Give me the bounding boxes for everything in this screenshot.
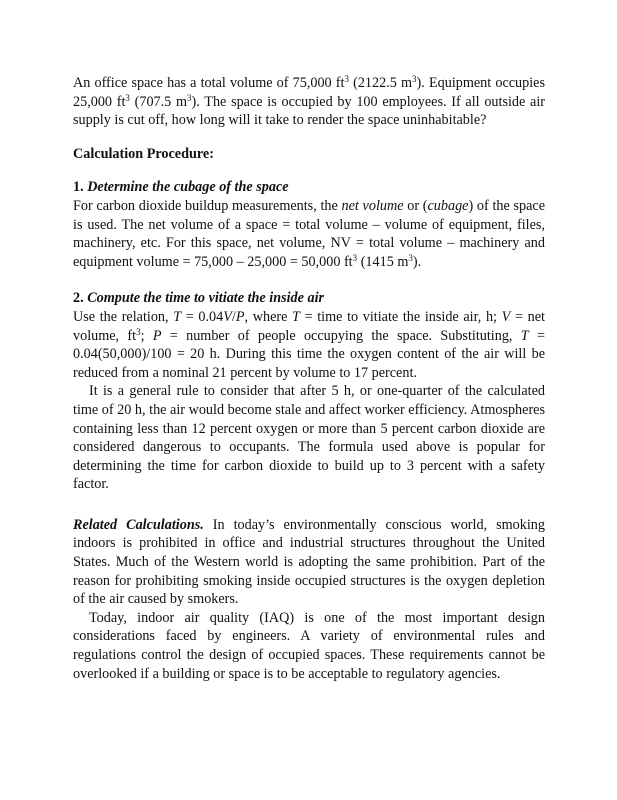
superscript: 3 [187, 92, 192, 103]
step-title: Compute the time to vitiate the inside air [87, 290, 325, 307]
related-title: Related Calculations. [73, 516, 204, 533]
problem-text: ). The space is occupied by 100 employees. If all outside air supply is cut off, how long will it take to render the space uninhabitable? [73, 93, 546, 129]
body-text: = 0.04 [181, 308, 224, 325]
related-calculations-paragraph [73, 516, 545, 609]
procedure-heading: Calculation Procedure: [73, 145, 214, 162]
problem-text: ). Equipment occupies 25,000 ft [73, 75, 546, 110]
step2-heading [73, 289, 545, 308]
problem-text: (707.5 m [129, 93, 188, 110]
body-text: In today’s environmentally conscious world, smoking indoors is prohibited in office and industrial structures throughout the United States. Much of the Western world is adopting the same prohibition. Part of the reason for prohibiting smoking inside occupied structures is the oxygen depletion of the air caused by smokers. [73, 516, 545, 608]
body-text: = number of people occupying the space. Substituting, [161, 327, 521, 344]
body-text: (1415 m [357, 253, 409, 270]
step1-body [73, 197, 545, 271]
body-text: = 0.04(50,000)/100 = 20 h. During this time the oxygen content of the air will be reduced from a nominal 21 percent by volume to 17 percent. [73, 327, 545, 381]
variable: V [501, 308, 511, 325]
emphasis: cubage [427, 197, 469, 214]
step2-body [73, 308, 545, 382]
body-text: Use the relation, [73, 308, 174, 325]
step2-rule-paragraph: It is a general rule to consider that after 5 h, or one-quarter of the calculated time of 20 h, the air would become stale and affect worker efficiency. Atmospheres containing less than 12 percent oxygen or more than 5 percent carbon dioxide are considered dangerous to occupants. The formula used above is popular for determining the time for carbon dioxide to build up to 3 percent with a safety factor. [73, 383, 545, 493]
superscript: 3 [136, 326, 141, 337]
superscript: 3 [412, 74, 417, 84]
body-text: ). [412, 253, 422, 270]
body-text: / [231, 308, 236, 325]
variable: P [235, 308, 245, 325]
body-text: ) of the space is used. The net volume of a space = total volume – volume of equipment, files, machinery, etc. For this space, net volume, NV = total volume – machinery and equipment volume = 75,000 – 25,000 = 50,000 ft [73, 197, 545, 270]
step-title: Determine the cubage of the space [87, 179, 289, 196]
body-text: = net volume, ft [73, 308, 545, 344]
problem-text: (2122.5 m [348, 75, 413, 91]
body-text: , where [244, 308, 293, 325]
body-text: ; [140, 327, 153, 344]
problem-statement [73, 74, 545, 130]
variable: T [520, 327, 529, 344]
problem-text: An office space has a total volume of 75,000 ft [73, 75, 345, 91]
superscript: 3 [344, 74, 349, 84]
variable: T [173, 308, 182, 325]
body-text: For carbon dioxide buildup measurements, the [73, 197, 342, 214]
body-text: = time to vitiate the inside air, h; [299, 308, 502, 325]
superscript: 3 [408, 252, 413, 263]
step-number: 2. [73, 290, 88, 307]
body-text: or ( [403, 197, 428, 214]
variable: T [292, 308, 300, 325]
step1-heading [73, 178, 545, 197]
emphasis: net volume [341, 197, 404, 214]
variable: P [152, 327, 162, 344]
iaq-paragraph: Today, indoor air quality (IAQ) is one of the most important design considerations faced by engineers. A variety of environmental rules and regulations control the design of occupied spaces. These requirements cannot be overlooked if a building or space is to be acceptable to regulatory agencies. [73, 609, 545, 682]
variable: V [223, 308, 232, 325]
superscript: 3 [125, 92, 130, 103]
step-number: 1. [73, 179, 88, 196]
superscript: 3 [352, 252, 358, 263]
